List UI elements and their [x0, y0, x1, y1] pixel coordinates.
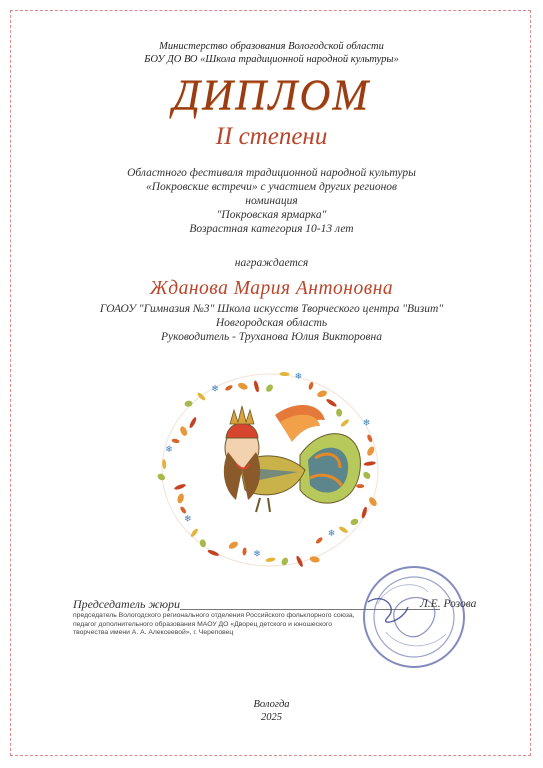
recipient-region: Новгородская область: [215, 317, 328, 329]
certificate-title: ДИПЛОМ: [172, 72, 371, 119]
leaf-icon: [176, 493, 185, 504]
nomination-label: номинация: [245, 195, 298, 207]
leaf-icon: [309, 556, 320, 564]
leaf-icon: [364, 461, 376, 467]
bird-figure: [224, 405, 361, 512]
leaf-icon: [265, 383, 275, 393]
leaf-icon: [228, 540, 240, 550]
leaf-icon: [308, 381, 314, 390]
leaf-icon: [367, 496, 378, 508]
sirin-bird-illustration: [150, 360, 390, 575]
leaf-icon: [340, 418, 350, 427]
recipient-leader: Руководитель - Труханова Юлия Викторовна: [161, 331, 382, 343]
official-stamp: [358, 562, 470, 672]
leaf-icon: [224, 384, 233, 391]
leaf-icon: [366, 445, 376, 457]
leaf-icon: [171, 438, 180, 444]
jury-chair-label: Председатель жюри: [73, 597, 181, 611]
leaf-icon: [350, 518, 360, 526]
leaf-icon: [265, 557, 276, 563]
recipient-organization: ГОАОУ "Гимназия №3" Школа искусств Творческого центра "Визит": [99, 303, 444, 315]
age-category: Возрастная категория 10-13 лет: [189, 223, 354, 235]
festival-line-1: Областного фестиваля традиционной народной культуры: [127, 167, 416, 179]
year: 2025: [261, 712, 282, 723]
ministry-name: Министерство образования Вологодской области: [159, 41, 384, 52]
jury-chair-name: Л.Е. Розова: [420, 598, 477, 610]
school-name: БОУ ДО ВО «Школа традиционной народной культуры»: [144, 54, 399, 65]
snowflake-icon: ❄: [211, 383, 219, 394]
leaf-icon: [184, 400, 193, 407]
leaf-icon: [325, 398, 337, 408]
leaf-icon: [356, 484, 364, 488]
leaf-icon: [242, 547, 247, 555]
leaf-icon: [179, 425, 189, 437]
leaf-icon: [338, 525, 349, 534]
snowflake-icon: ❄: [165, 443, 173, 454]
awarded-label: награждается: [234, 257, 309, 269]
leaf-icon: [253, 380, 260, 393]
snowflake-icon: ❄: [327, 527, 336, 538]
leaf-icon: [207, 549, 220, 557]
certificate-degree: II степени: [215, 123, 328, 150]
festival-line-2: «Покровские встречи» с участием других регионов: [145, 181, 398, 193]
snowflake-icon: ❄: [362, 417, 371, 428]
leaf-icon: [190, 528, 199, 538]
leaf-icon: [188, 416, 197, 428]
nomination-name: "Покровская ярмарка": [216, 209, 327, 221]
leaf-icon: [174, 483, 187, 491]
leaf-icon: [315, 536, 324, 544]
leaf-icon: [362, 470, 372, 480]
city: Вологда: [253, 699, 290, 710]
snowflake-icon: ❄: [294, 371, 303, 382]
snowflake-icon: ❄: [183, 513, 192, 524]
leaf-icon: [237, 382, 249, 391]
jury-chair-description: председатель Вологодского регионального отделения Российского фольклорного союза, педагог дополнительного образования МАОУ ДО «Дворец детского и юношеского творчества имени А. А. Алексеевой», г. Череповец: [73, 612, 355, 637]
leaf-icon: [316, 389, 327, 398]
leaf-icon: [156, 472, 166, 481]
recipient-name: Жданова Мария Антоновна: [149, 278, 394, 299]
leaf-icon: [336, 408, 342, 416]
snowflake-icon: ❄: [253, 548, 261, 559]
